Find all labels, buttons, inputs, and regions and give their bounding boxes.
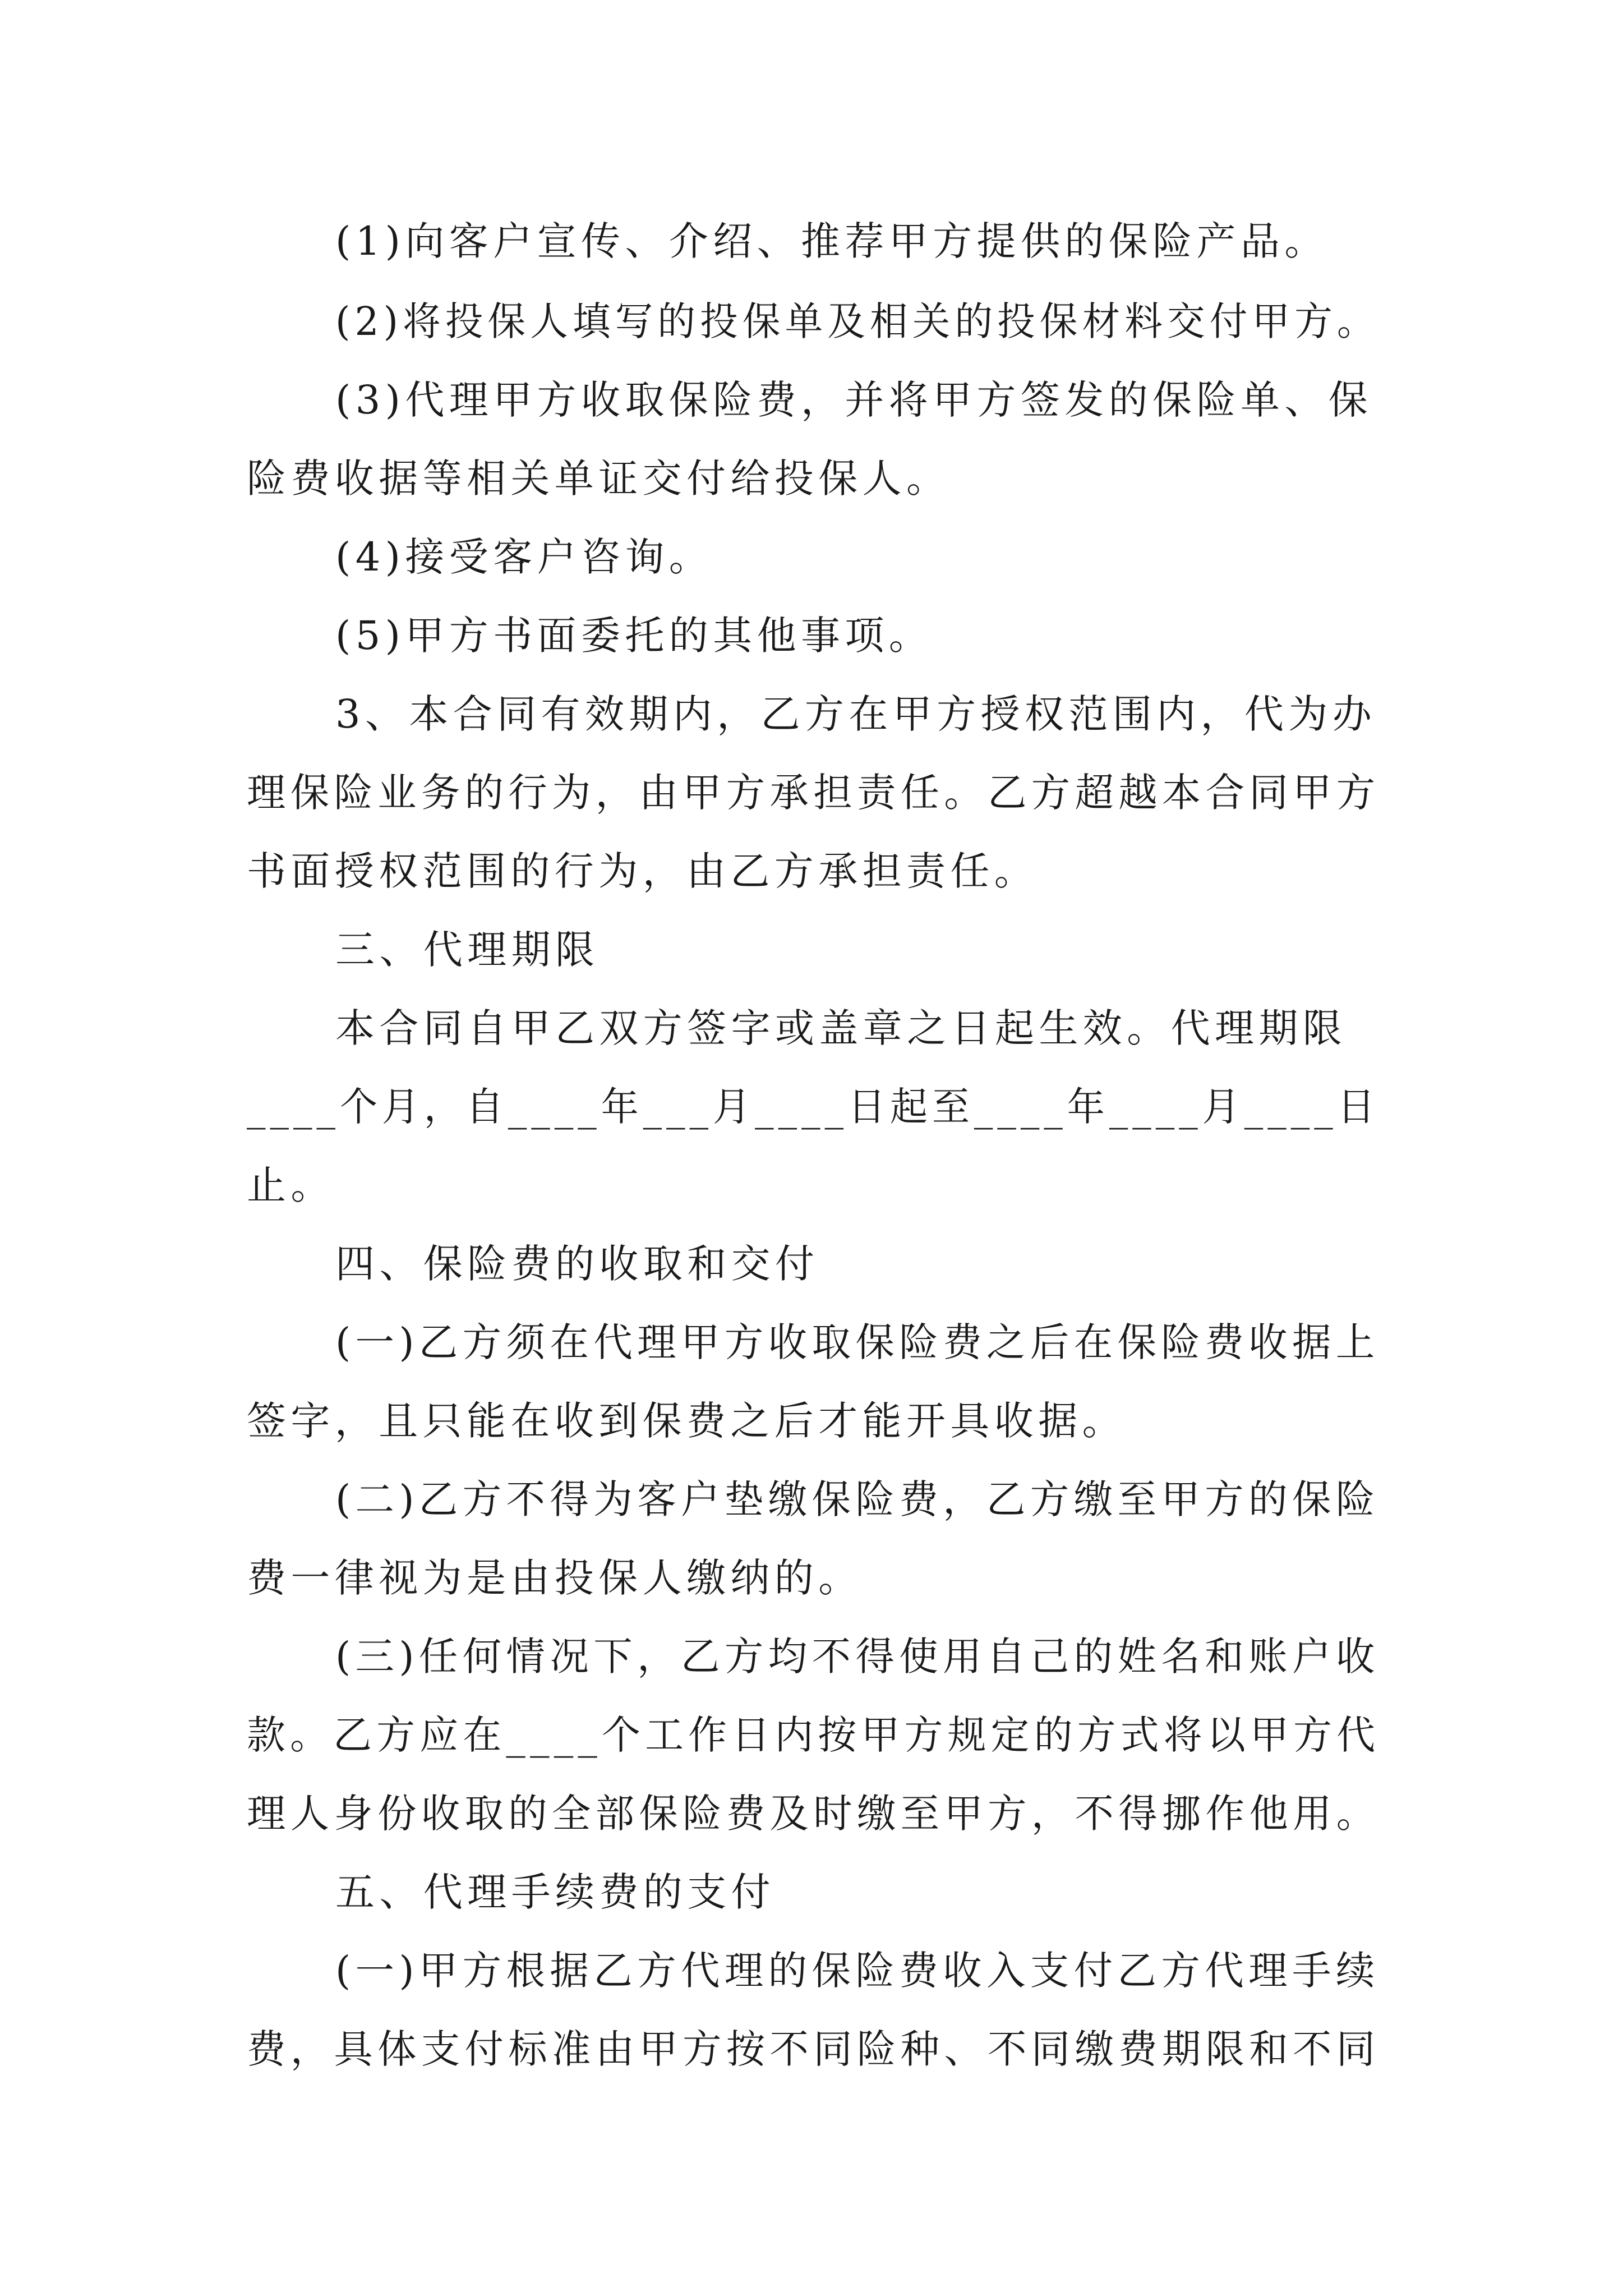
section-heading: 四、保险费的收取和交付 [335, 1241, 819, 1287]
paragraph-line: 险费收据等相关单证交付给投保人。 [247, 455, 951, 501]
paragraph-line: (5)甲方书面委托的其他事项。 [335, 613, 933, 659]
paragraph-line: 签字，且只能在收到保费之后才能开具收据。 [247, 1398, 1126, 1444]
paragraph-line: 费，具体支付标准由甲方按不同险种、不同缴费期限和不同 [247, 2026, 1380, 2072]
paragraph-line: (1)向客户宣传、介绍、推荐甲方提供的保险产品。 [335, 218, 1329, 264]
paragraph-line: (3)代理甲方收取保险费，并将甲方签发的保险单、保 [335, 377, 1373, 423]
paragraph-line: (4)接受客户咨询。 [335, 534, 713, 580]
section-heading: 三、代理期限 [335, 927, 600, 973]
paragraph-line: 3、本合同有效期内，乙方在甲方授权范围内，代为办 [335, 691, 1377, 737]
paragraph-line: 书面授权范围的行为，由乙方承担责任。 [247, 848, 1039, 894]
section-heading: 五、代理手续费的支付 [335, 1869, 775, 1915]
paragraph-line: (一)乙方须在代理甲方收取保险费之后在保险费收据上 [335, 1319, 1380, 1365]
paragraph-line: (一)甲方根据乙方代理的保险费收入支付乙方代理手续 [335, 1948, 1380, 1994]
paragraph-line: 本合同自甲乙双方签字或盖章之日起生效。代理期限 [335, 1005, 1347, 1051]
paragraph-line: 款。乙方应在____个工作日内按甲方规定的方式将以甲方代 [247, 1712, 1380, 1758]
paragraph-line: ____个月，自____年___月____日起至____年____月____日 [247, 1084, 1380, 1130]
paragraph-line: 止。 [247, 1162, 335, 1208]
paragraph-line: 理人身份收取的全部保险费及时缴至甲方，不得挪作他用。 [247, 1791, 1380, 1837]
paragraph-line: (二)乙方不得为客户垫缴保险费，乙方缴至甲方的保险 [335, 1476, 1380, 1522]
paragraph-line: (2)将投保人填写的投保单及相关的投保材料交付甲方。 [335, 298, 1380, 344]
paragraph-line: (三)任何情况下，乙方均不得使用自己的姓名和账户收 [335, 1634, 1380, 1680]
paragraph-line: 理保险业务的行为，由甲方承担责任。乙方超越本合同甲方 [247, 770, 1380, 816]
paragraph-line: 费一律视为是由投保人缴纳的。 [247, 1555, 863, 1601]
